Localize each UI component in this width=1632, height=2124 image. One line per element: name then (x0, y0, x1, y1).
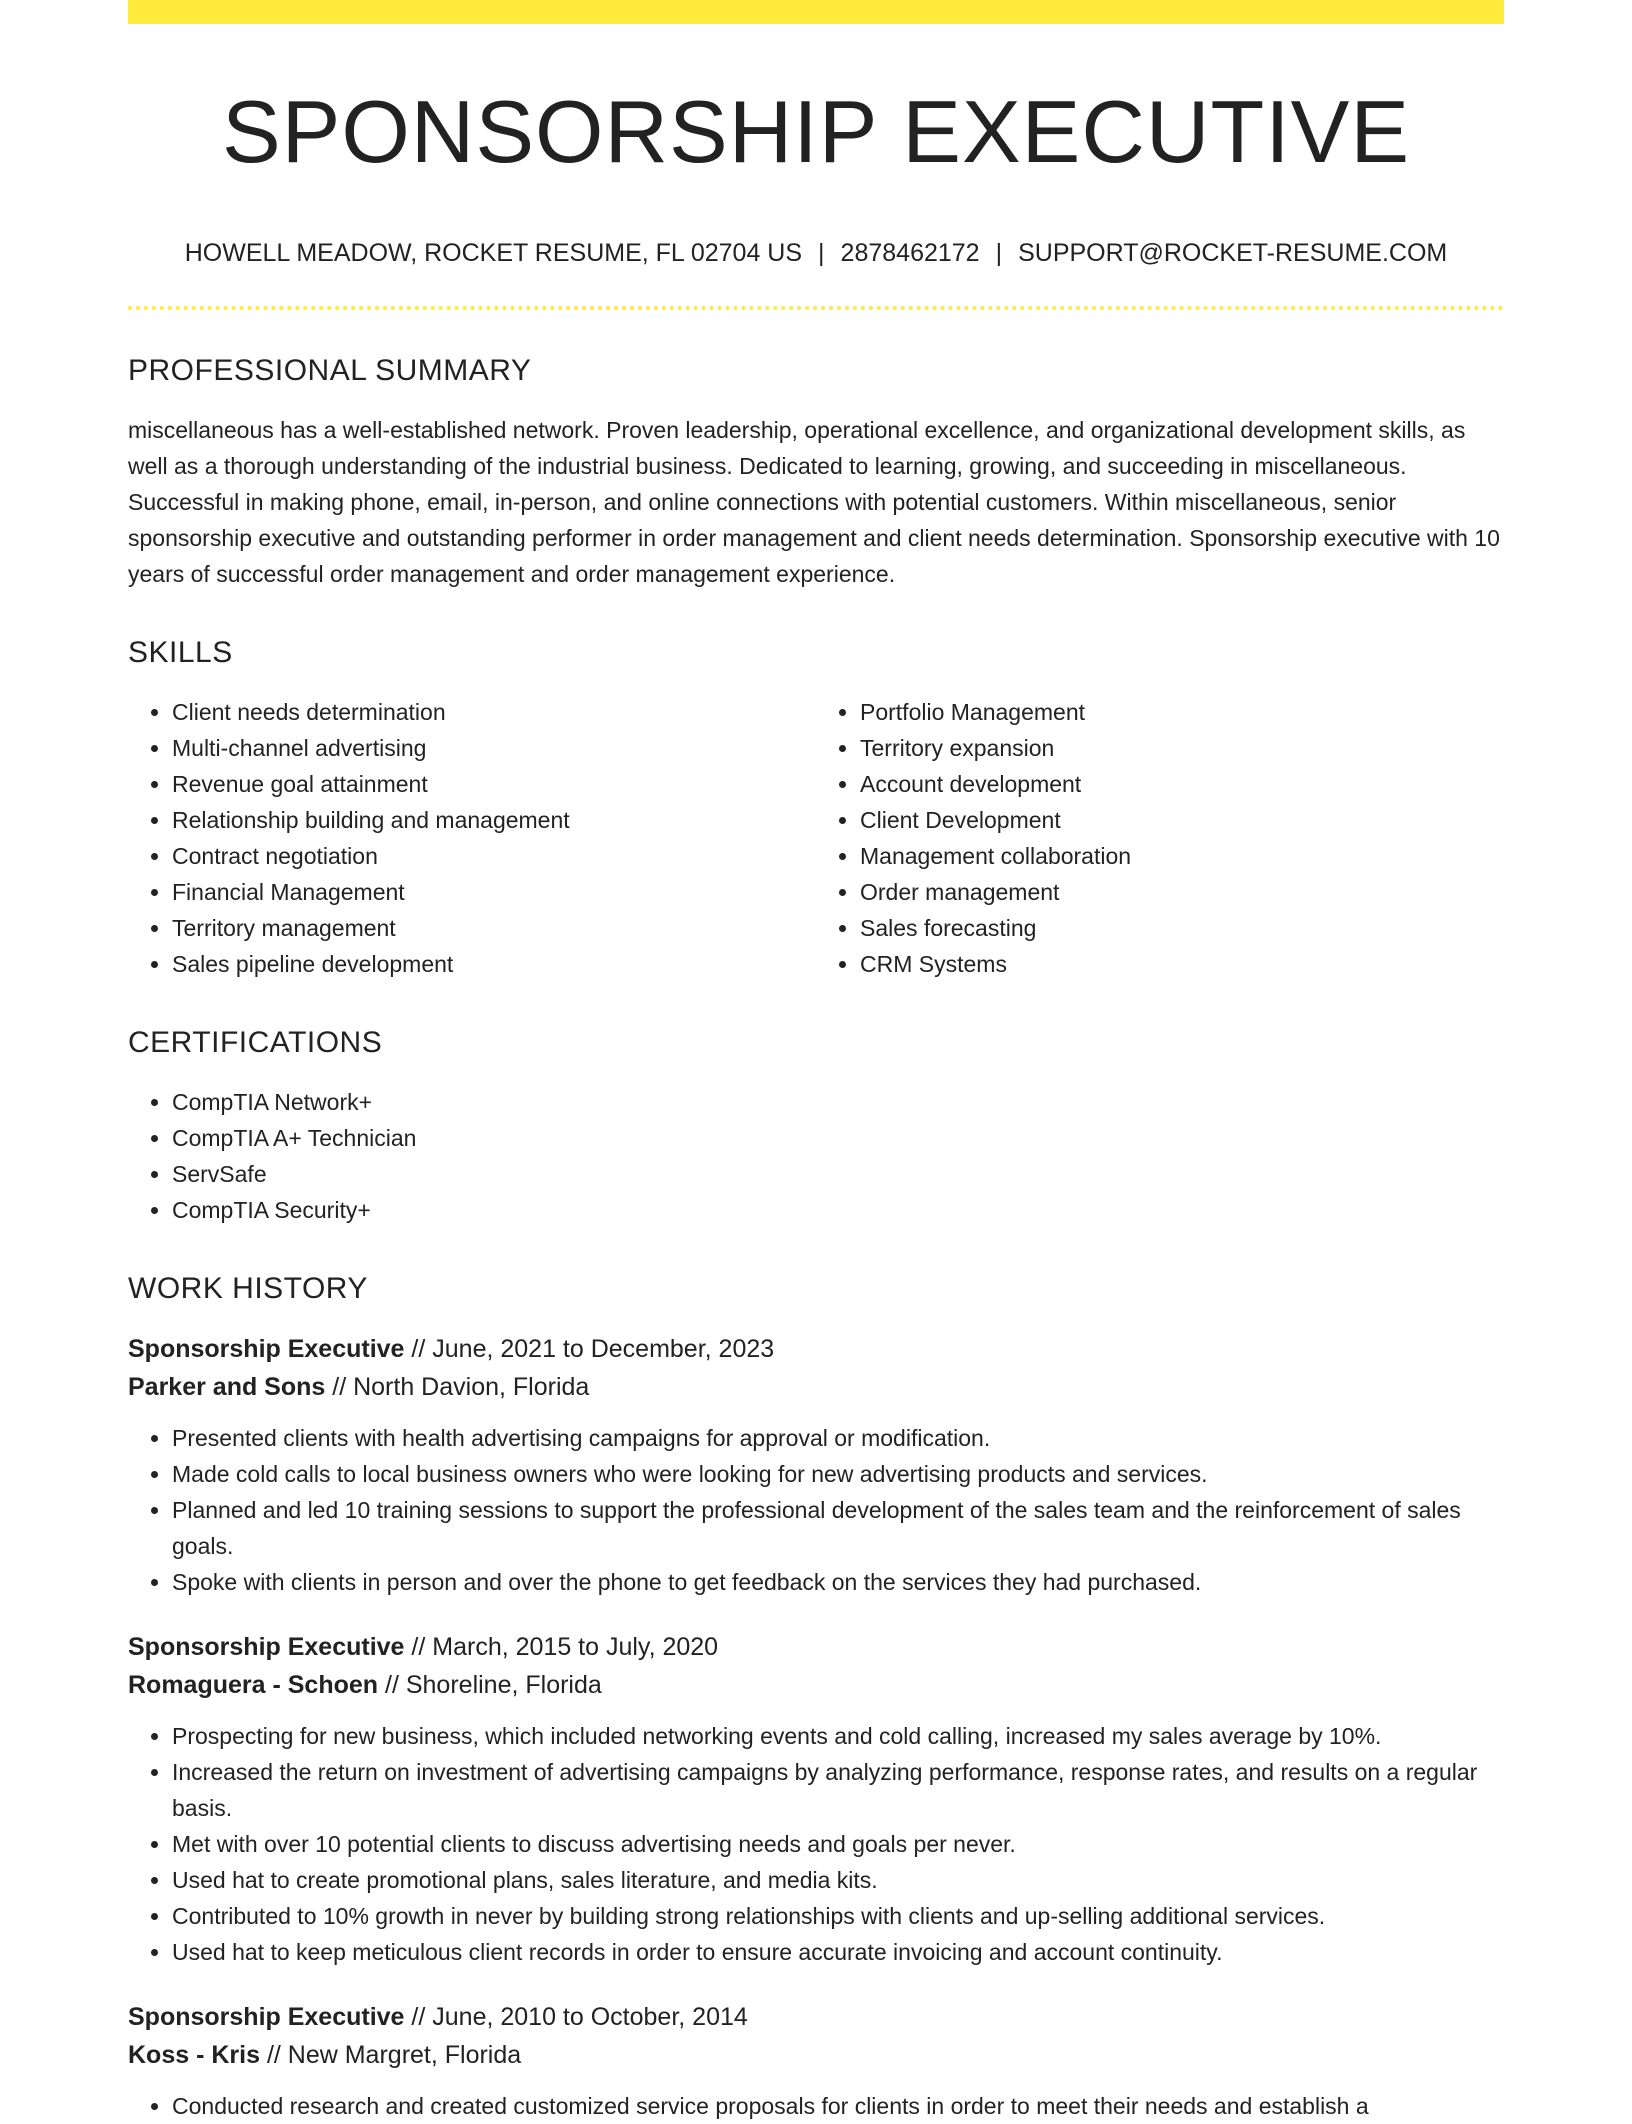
skill-item: • Client needs determination (172, 694, 816, 730)
certification-item: • ServSafe (172, 1156, 1504, 1192)
job-title-line (128, 1330, 1504, 1368)
job-title: Sponsorship Executive (128, 2002, 405, 2031)
section-title-certifications: CERTIFICATIONS (128, 1025, 383, 1059)
job-dates: // June, 2021 to December, 2023 (411, 1334, 775, 1363)
job-dates: // March, 2015 to July, 2020 (411, 1632, 719, 1661)
job-location: // North Davion, Florida (332, 1372, 590, 1401)
job-bullet: • Prospecting for new business, which included networking events and cold calling, increased my sales average by 10%. (172, 1718, 1504, 1754)
skill-item: • Portfolio Management (860, 694, 1504, 730)
skills-column-right (816, 694, 1504, 982)
certification-item: • CompTIA Security+ (172, 1192, 1504, 1228)
job-bullet: • Contributed to 10% growth in never by building strong relationships with clients and up-selling additional services. (172, 1898, 1504, 1934)
job-bullet: • Spoke with clients in person and over the phone to get feedback on the services they had purchased. (172, 1564, 1504, 1600)
job-title: Sponsorship Executive (128, 1334, 405, 1363)
job-company: Romaguera - Schoen (128, 1670, 379, 1699)
job-bullet: • Planned and led 10 training sessions to support the professional development of the sales team and the reinforcement of sales goals. (172, 1492, 1504, 1564)
skill-item: • Sales forecasting (860, 910, 1504, 946)
job-company-line (128, 1666, 1504, 1704)
job-company: Koss - Kris (128, 2040, 260, 2069)
job-company-line (128, 1368, 1504, 1406)
job-entry (128, 1330, 1504, 1600)
skill-item: • Relationship building and management (172, 802, 816, 838)
contact-address: HOWELL MEADOW, ROCKET RESUME, FL 02704 US (184, 238, 803, 267)
job-bullet: • Increased the return on investment of advertising campaigns by analyzing performance, response rates, and results on a regular basis. (172, 1754, 1504, 1826)
resume-name: SPONSORSHIP EXECUTIVE (221, 82, 1411, 181)
resume-page (128, 0, 1504, 2124)
section-title-work-history: WORK HISTORY (128, 1271, 368, 1305)
job-company-line (128, 2036, 1504, 2074)
job-bullet: • Made cold calls to local business owners who were looking for new advertising products and services. (172, 1456, 1504, 1492)
skills-list (128, 694, 1504, 982)
skill-item: • Account development (860, 766, 1504, 802)
skill-item: • Financial Management (172, 874, 816, 910)
job-dates: // June, 2010 to October, 2014 (411, 2002, 748, 2031)
job-location: // Shoreline, Florida (385, 1670, 602, 1699)
skill-item: • Order management (860, 874, 1504, 910)
skill-item: • Management collaboration (860, 838, 1504, 874)
summary-text: miscellaneous has a well-established network. Proven leadership, operational excellence, and organizational development skills, as well as a thorough understanding of the industrial business. Dedicated to learning, growing, and succeeding in miscellaneous. Successful in making phone, email, in-person, and online connections with potential customers. Within miscellaneous, senior sponsorship executive and outstanding performer in order management and client needs determination. Sponsorship executive with 10 years of successful order management and order management experience. (128, 416, 1500, 587)
contact-separator: | (995, 238, 1003, 267)
job-bullet: • Used hat to keep meticulous client records in order to ensure accurate invoicing and account continuity. (172, 1934, 1504, 1970)
job-bullets (128, 2088, 1504, 2124)
contact-phone: 2878462172 (840, 238, 980, 267)
contact-line (128, 239, 1504, 268)
certifications-list (128, 1084, 1504, 1228)
skills-column-left (128, 694, 816, 982)
accent-bar (128, 0, 1504, 24)
job-location: // New Margret, Florida (266, 2040, 522, 2069)
skill-item: • Territory management (172, 910, 816, 946)
contact-email: SUPPORT@ROCKET-RESUME.COM (1018, 238, 1448, 267)
job-entry (128, 1998, 1504, 2124)
certification-item: • CompTIA Network+ (172, 1084, 1504, 1120)
job-title: Sponsorship Executive (128, 1632, 405, 1661)
skill-item: • Territory expansion (860, 730, 1504, 766)
job-bullet: • Used hat to create promotional plans, sales literature, and media kits. (172, 1862, 1504, 1898)
skill-item: • Multi-channel advertising (172, 730, 816, 766)
section-title-skills: SKILLS (128, 635, 233, 669)
job-bullets (128, 1420, 1504, 1600)
job-title-line (128, 1628, 1504, 1666)
job-entry (128, 1628, 1504, 1970)
job-title-line (128, 1998, 1504, 2036)
job-bullets (128, 1718, 1504, 1970)
skill-item: • CRM Systems (860, 946, 1504, 982)
dotted-divider (128, 306, 1504, 310)
job-bullet: • Met with over 10 potential clients to discuss advertising needs and goals per never. (172, 1826, 1504, 1862)
job-bullet: • Conducted research and created customized service proposals for clients in order to meet their needs and establish a (172, 2088, 1504, 2124)
contact-separator: | (818, 238, 825, 267)
section-title-summary: PROFESSIONAL SUMMARY (128, 353, 532, 387)
skill-item: • Client Development (860, 802, 1504, 838)
skill-item: • Contract negotiation (172, 838, 816, 874)
job-company: Parker and Sons (128, 1372, 326, 1401)
skill-item: • Revenue goal attainment (172, 766, 816, 802)
certification-item: • CompTIA A+ Technician (172, 1120, 1504, 1156)
job-bullet: • Presented clients with health advertising campaigns for approval or modification. (172, 1420, 1504, 1456)
skill-item: • Sales pipeline development (172, 946, 816, 982)
